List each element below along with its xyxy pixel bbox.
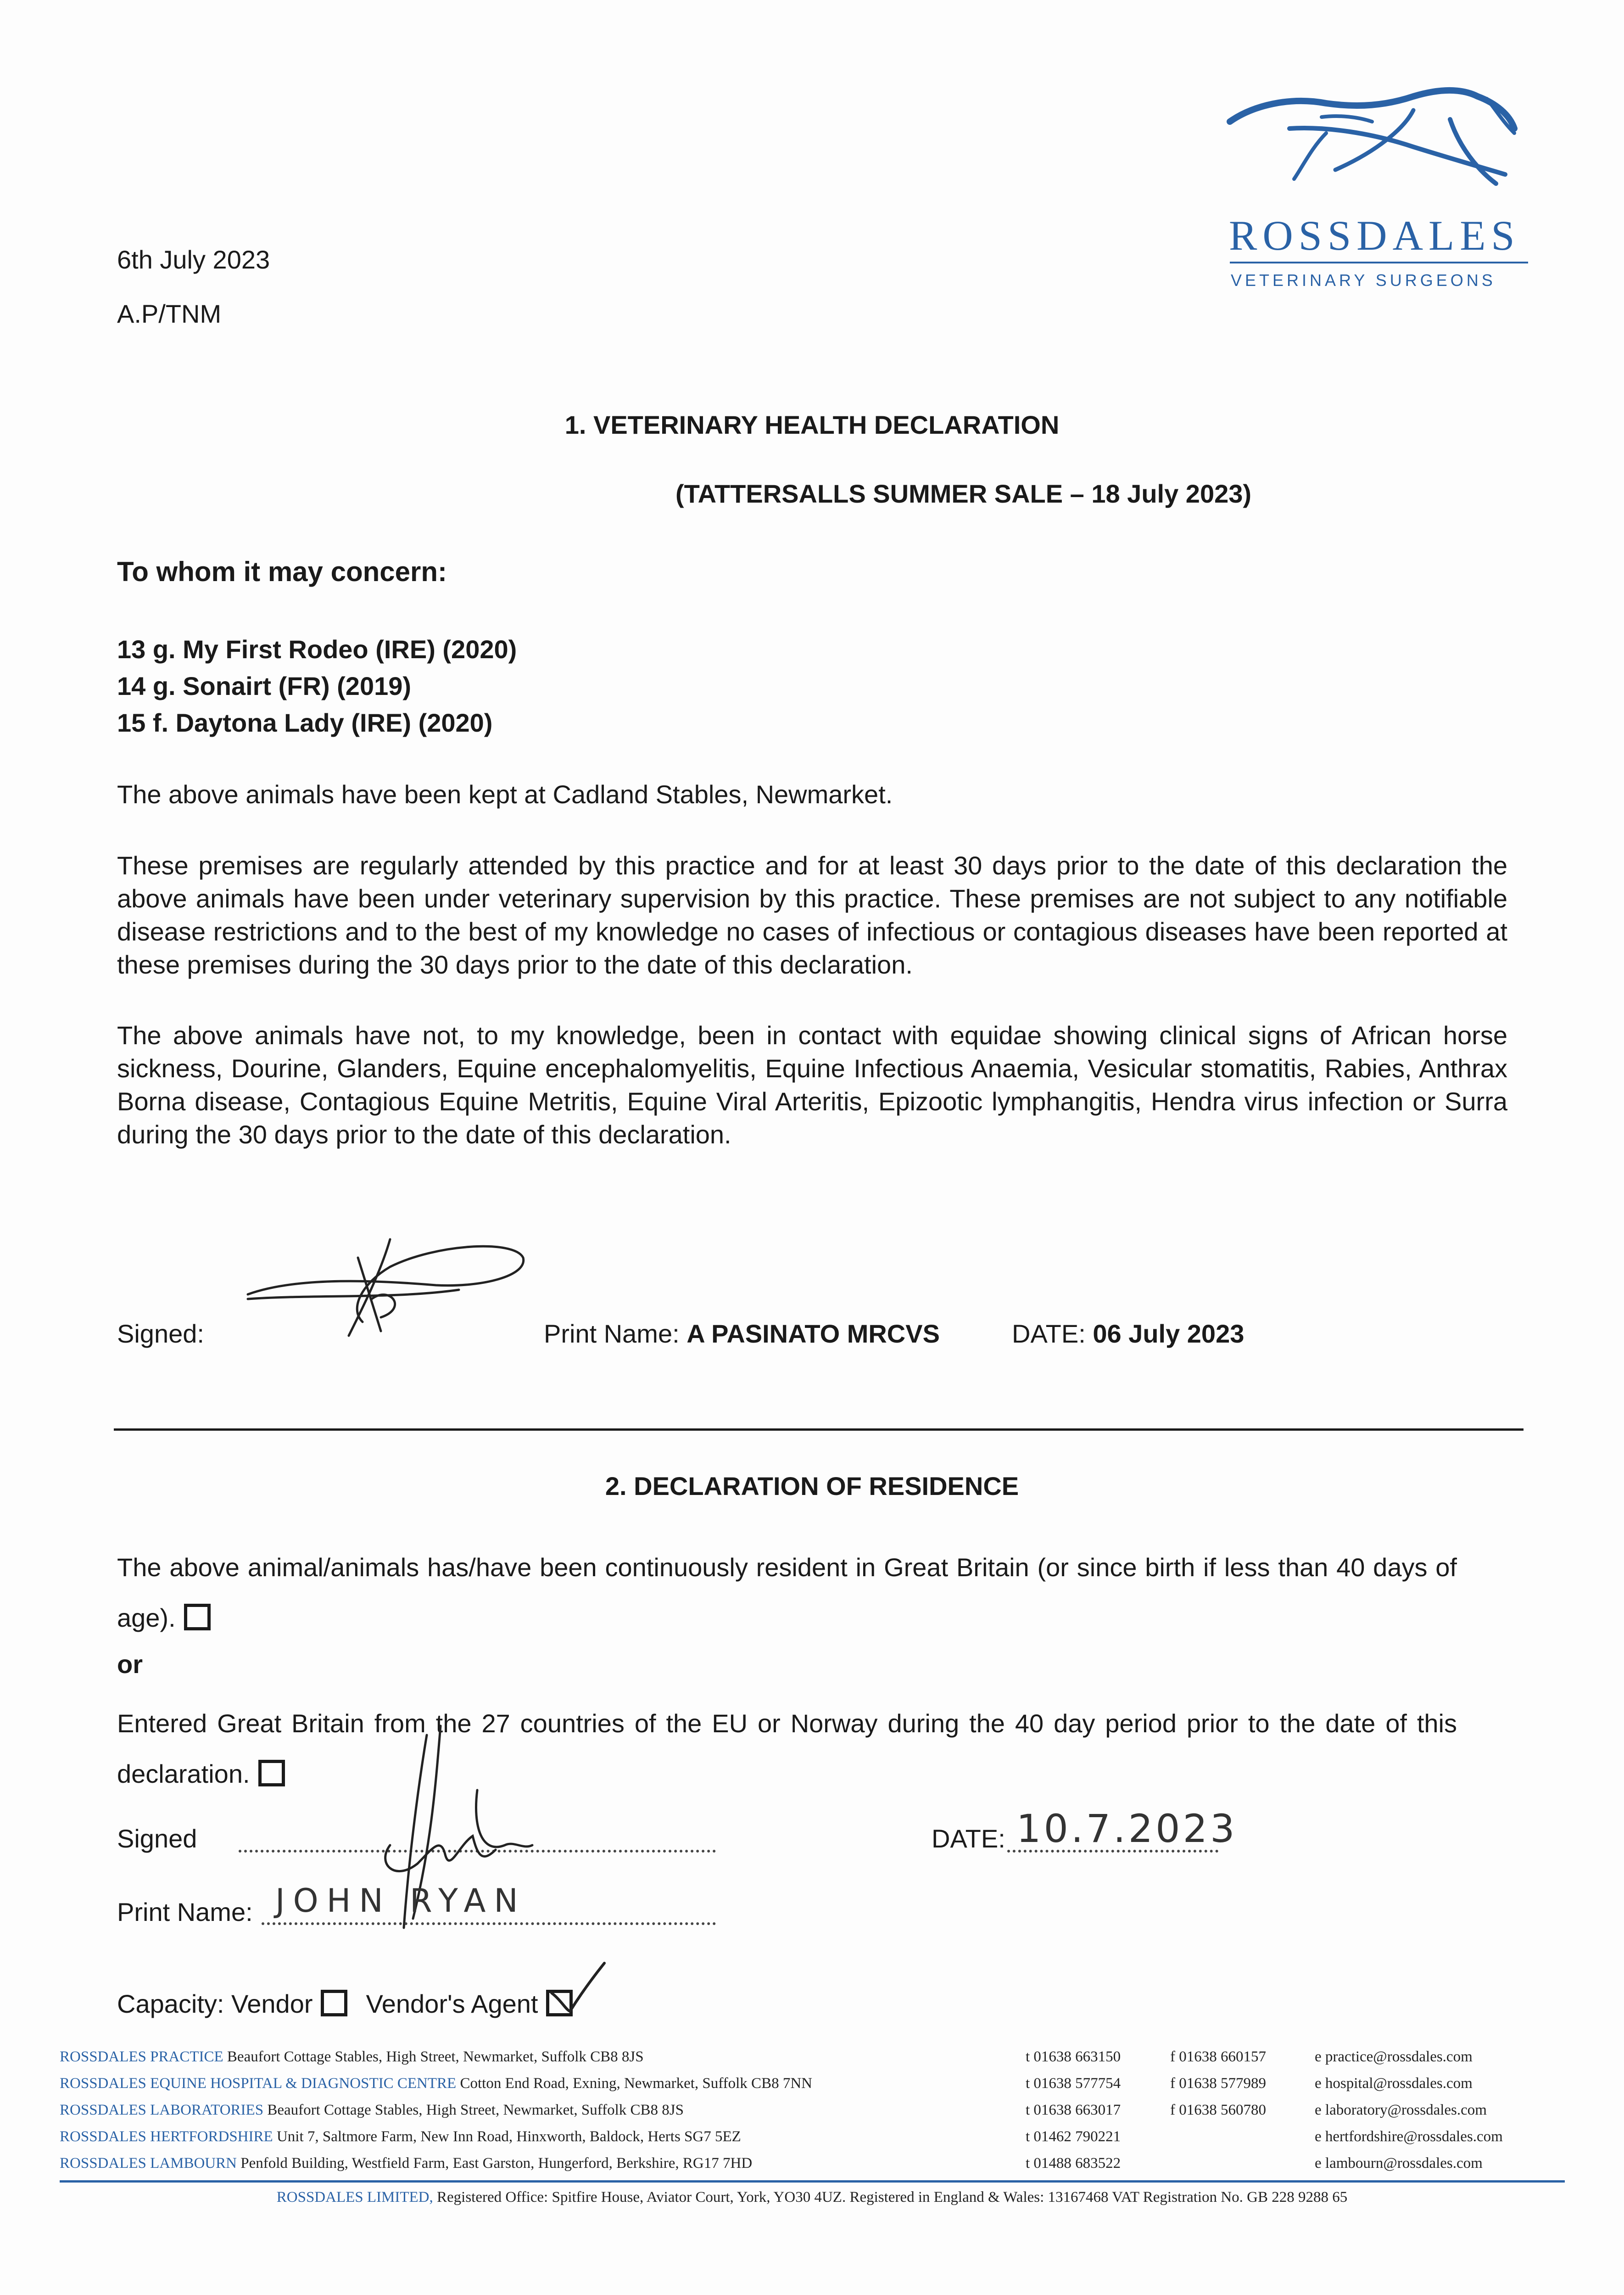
footer-email: e hertfordshire@rossdales.com xyxy=(1315,2128,1503,2145)
section2-date-label: DATE: xyxy=(932,1824,1005,1853)
footer-divider xyxy=(60,2180,1565,2183)
footer-fax: f 01638 577989 xyxy=(1170,2075,1266,2092)
footer-branch-address: Unit 7, Saltmore Farm, New Inn Road, Hinxworth, Baldock, Herts SG7 5EZ xyxy=(276,2128,741,2145)
option-1-checkbox[interactable] xyxy=(184,1604,211,1630)
footer-company-name: ROSSDALES LIMITED, xyxy=(276,2189,433,2205)
footer-email: e lambourn@rossdales.com xyxy=(1315,2155,1483,2172)
kept-at-paragraph: The above animals have been kept at Cadland Stables, Newmarket. xyxy=(117,780,893,809)
footer-branch-name: ROSSDALES PRACTICE xyxy=(60,2049,223,2065)
animal-list xyxy=(117,631,517,741)
residence-option-1-text: The above animal/animals has/have been continuously resident in Great Britain (or since birth if less than 40 days of age). xyxy=(117,1553,1457,1632)
section2-print-name-value: JOHN RYAN xyxy=(275,1882,526,1920)
section1-print-name xyxy=(544,1317,940,1350)
section2-signed-label: Signed xyxy=(117,1824,197,1853)
footer-phone: t 01638 663017 xyxy=(1026,2102,1121,2118)
animal-item: 13 g. My First Rodeo (IRE) (2020) xyxy=(117,635,517,664)
footer-phone: t 01638 663150 xyxy=(1026,2049,1121,2065)
footer-phone: t 01462 790221 xyxy=(1026,2128,1121,2145)
footer-branch-name: ROSSDALES EQUINE HOSPITAL & DIAGNOSTIC CENTRE xyxy=(60,2075,457,2092)
contact-paragraph: The above animals have not, to my knowledge, been in contact with equidae showing clinical signs of African horse sickness, Dourine, Glanders, Equine encephalomyelitis, Equine Infectious Anaemia, Vesicular stomatitis, Rabies, Anthrax Borna disease, Contagious Equine Metritis, Equine Viral Arteritis, Epizootic lymphangitis, Hendra virus infection or Surra during the 30 days prior to the date of this declaration. xyxy=(117,1021,1507,1149)
footer-row xyxy=(60,2043,644,2070)
footer-branch-address: Beaufort Cottage Stables, High Street, Newmarket, Suffolk CB8 8JS xyxy=(267,2102,684,2118)
tick-mark-icon xyxy=(545,1961,609,2016)
footer-row xyxy=(60,2097,684,2123)
letter-date: 6th July 2023 xyxy=(117,245,270,274)
footer-row xyxy=(60,2123,741,2150)
footer-row xyxy=(60,2070,812,2097)
horse-logo-icon xyxy=(1221,78,1533,216)
signature-1-icon xyxy=(243,1230,537,1340)
vendor-checkbox[interactable] xyxy=(321,1990,347,2016)
logo-divider xyxy=(1230,262,1528,263)
capacity-vendor-label: Capacity: Vendor xyxy=(117,1989,313,2018)
date-label: DATE: xyxy=(1012,1319,1086,1348)
residence-option-2-text: Entered Great Britain from the 27 countries of the EU or Norway during the 40 day period prior to the date of this declaration. xyxy=(117,1709,1457,1788)
footer-email: e hospital@rossdales.com xyxy=(1315,2075,1473,2092)
date-value: 06 July 2023 xyxy=(1093,1319,1245,1348)
residence-option-2 xyxy=(117,1698,1457,1799)
animal-item: 14 g. Sonairt (FR) (2019) xyxy=(117,672,412,700)
option-2-checkbox[interactable] xyxy=(258,1760,285,1786)
section2-date-value: 10.7.2023 xyxy=(1016,1806,1238,1851)
section1-signed-label: Signed: xyxy=(117,1319,204,1348)
premises-paragraph: These premises are regularly attended by this practice and for at least 30 days prior to the date of this declaration the above animals have been under veterinary supervision by this practice. These premises are not subject to any notifiable disease restrictions and to the best of my knowledge no cases of infectious or contagious diseases have been reported at these premises during the 30 days prior to the date of this declaration. xyxy=(117,851,1507,979)
section2-print-name-label: Print Name: xyxy=(117,1898,253,1926)
footer-phone: t 01488 683522 xyxy=(1026,2155,1121,2172)
section2-print-name-line xyxy=(262,1922,716,1925)
animal-item: 15 f. Daytona Lady (IRE) (2020) xyxy=(117,708,493,737)
or-label: or xyxy=(117,1650,143,1679)
footer-branch-address: Beaufort Cottage Stables, High Street, Newmarket, Suffolk CB8 8JS xyxy=(227,2049,644,2065)
footer-company-text: Registered Office: Spitfire House, Aviator Court, York, YO30 4UZ. Registered in England & Wales: 13167468 VAT Registration No. GB 228 9288 65 xyxy=(437,2189,1348,2205)
footer-email: e practice@rossdales.com xyxy=(1315,2049,1473,2065)
footer-row xyxy=(60,2150,752,2177)
vendor-agent-checkbox[interactable] xyxy=(546,1990,573,2016)
footer-email: e laboratory@rossdales.com xyxy=(1315,2102,1487,2118)
logo-subtitle: VETERINARY SURGEONS xyxy=(1231,271,1496,290)
footer-phone: t 01638 577754 xyxy=(1026,2075,1121,2092)
footer-fax: f 01638 660157 xyxy=(1170,2049,1266,2065)
print-name-value: A PASINATO MRCVS xyxy=(686,1319,940,1348)
logo-name: ROSSDALES xyxy=(1229,212,1520,259)
section2-heading: 2. DECLARATION OF RESIDENCE xyxy=(605,1472,1019,1500)
print-name-label: Print Name: xyxy=(544,1319,680,1348)
footer-branch-address: Penfold Building, Westfield Farm, East Garston, Hungerford, Berkshire, RG17 7HD xyxy=(240,2155,753,2172)
footer-branch-name: ROSSDALES LABORATORIES xyxy=(60,2102,264,2118)
letter-reference: A.P/TNM xyxy=(117,299,222,328)
residence-option-1 xyxy=(117,1542,1457,1643)
footer-branch-name: ROSSDALES HERTFORDSHIRE xyxy=(60,2128,273,2145)
footer-company-line xyxy=(0,2184,1624,2211)
section1-date xyxy=(1012,1317,1244,1350)
salutation: To whom it may concern: xyxy=(117,556,447,587)
footer-branch-name: ROSSDALES LAMBOURN xyxy=(60,2155,237,2172)
vendor-agent-label: Vendor's Agent xyxy=(366,1989,538,2018)
section1-heading: 1. VETERINARY HEALTH DECLARATION xyxy=(564,410,1060,439)
footer-fax: f 01638 560780 xyxy=(1170,2102,1266,2118)
footer-branch-address: Cotton End Road, Exning, Newmarket, Suffolk CB8 7NN xyxy=(460,2075,812,2092)
capacity-row xyxy=(117,1987,573,2021)
section-divider xyxy=(114,1428,1524,1431)
section1-subheading: (TATTERSALLS SUMMER SALE – 18 July 2023) xyxy=(675,479,1252,508)
